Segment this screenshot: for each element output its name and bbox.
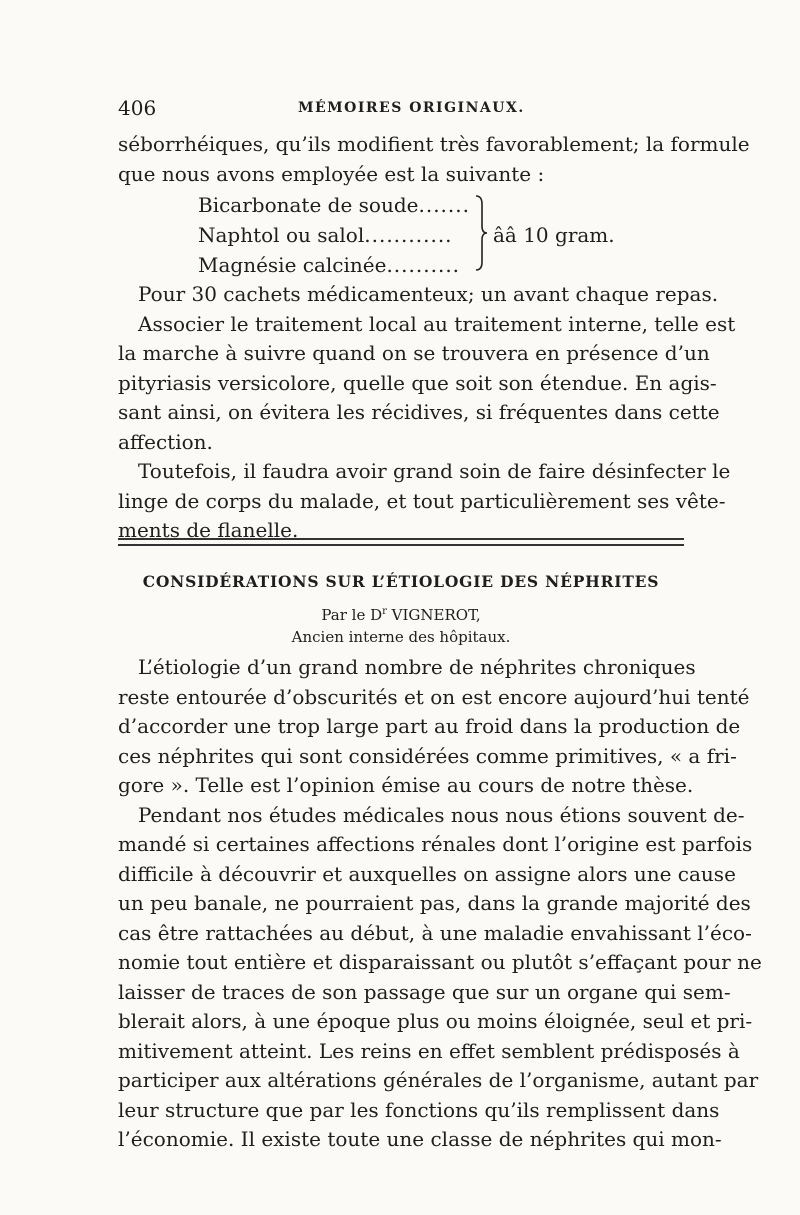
text-line: d’accorder une trop large part au froid dans la production de [118,714,741,738]
text-line: linge de corps du malade, et tout particulièrement ses vête- [118,488,726,513]
text-line: ces néphrites qui sont considérées comme primitives, « a fri- [118,743,737,768]
right-brace [474,194,488,272]
formula-leader-dots: ............ [364,223,453,247]
text-line: reste entourée d’obscurités et on est encore aujourd’hui tenté [118,684,750,709]
text-line: que nous avons employée est la suivante : [118,161,545,186]
divider-line [118,538,684,540]
text-line: laisser de traces de son passage que sur un organe qui sem- [118,979,731,1004]
formula-item [198,190,470,220]
text-line: difficile à découvrir et auxquelles on assigne alors une cause [118,861,736,886]
formula-ingredient: Magnésie calcinée [198,253,387,277]
text-line: leur structure que par les fonctions qu’ils remplissent dans [118,1097,720,1122]
text-line: mitivement atteint. Les reins en effet semblent prédisposés à [118,1038,740,1063]
section-divider [118,538,684,548]
text-line: affection. [118,429,213,454]
formula-ingredient: Naphtol ou salol [198,223,365,247]
author-name: VIGNEROT, [386,606,481,624]
text-line: un peu banale, ne pourraient pas, dans la grande majorité des [118,891,751,915]
treatment-paragraphs [118,280,736,546]
intro-paragraph [118,130,750,189]
text-line: gore ». Telle est l’opinion émise au cours de notre thèse. [118,773,694,797]
prescription-formula [198,190,638,280]
running-head: MÉMOIRES ORIGINAUX. [298,100,525,116]
divider-line [118,544,684,546]
page-number: 406 [118,96,157,120]
formula-item [198,220,453,250]
article-title: CONSIDÉRATIONS SUR L’ÉTIOLOGIE DES NÉPHRITES [142,572,660,591]
text-line: séborrhéiques, qu’ils modifient très favorablement; la formule [118,132,750,156]
text-line: Toutefois, il faudra avoir grand soin de faire désinfecter le [138,459,731,483]
formula-dose: ââ 10 gram. [493,223,615,247]
author-affiliation: Ancien interne des hôpitaux. [291,628,511,646]
text-line: mandé si certaines affections rénales dont l’origine est parfois [118,832,753,856]
byline-prefix: Par le D [321,606,383,624]
text-line: pityriasis versicolore, quelle que soit son étendue. En agis- [118,370,717,395]
article-body [118,653,762,1155]
formula-item [198,250,460,280]
formula-leader-dots: .......... [386,253,461,277]
text-line: participer aux altérations générales de l’organisme, autant par [118,1068,759,1092]
text-line: Pendant nos études médicales nous nous étions souvent de- [138,802,745,827]
formula-ingredient: Bicarbonate de soude [198,193,419,217]
text-line: sant ainsi, on évitera les récidives, si fréquentes dans cette [118,400,720,424]
text-line: nomie tout entière et disparaissant ou plutôt s’effaçant pour ne [118,950,762,974]
article-byline [118,606,684,624]
page-header [118,96,678,126]
formula-leader-dots: ....... [418,193,470,217]
text-line: cas être rattachées au début, à une maladie envahissant l’éco- [118,920,752,945]
text-line: ments de flanelle. [118,518,299,542]
text-line: la marche à suivre quand on se trouvera en présence d’un [118,341,710,365]
text-line: blerait alors, à une époque plus ou moins éloignée, seul et pri- [118,1009,753,1033]
text-line: L’étiologie d’un grand nombre de néphrites chroniques [138,655,696,679]
text-line: l’économie. Il existe toute une classe de néphrites qui mon- [118,1127,722,1151]
text-line: Associer le traitement local au traitement interne, telle est [138,311,736,336]
byline-superscript: r [382,606,387,617]
text-line: Pour 30 cachets médicamenteux; un avant chaque repas. [138,282,719,306]
